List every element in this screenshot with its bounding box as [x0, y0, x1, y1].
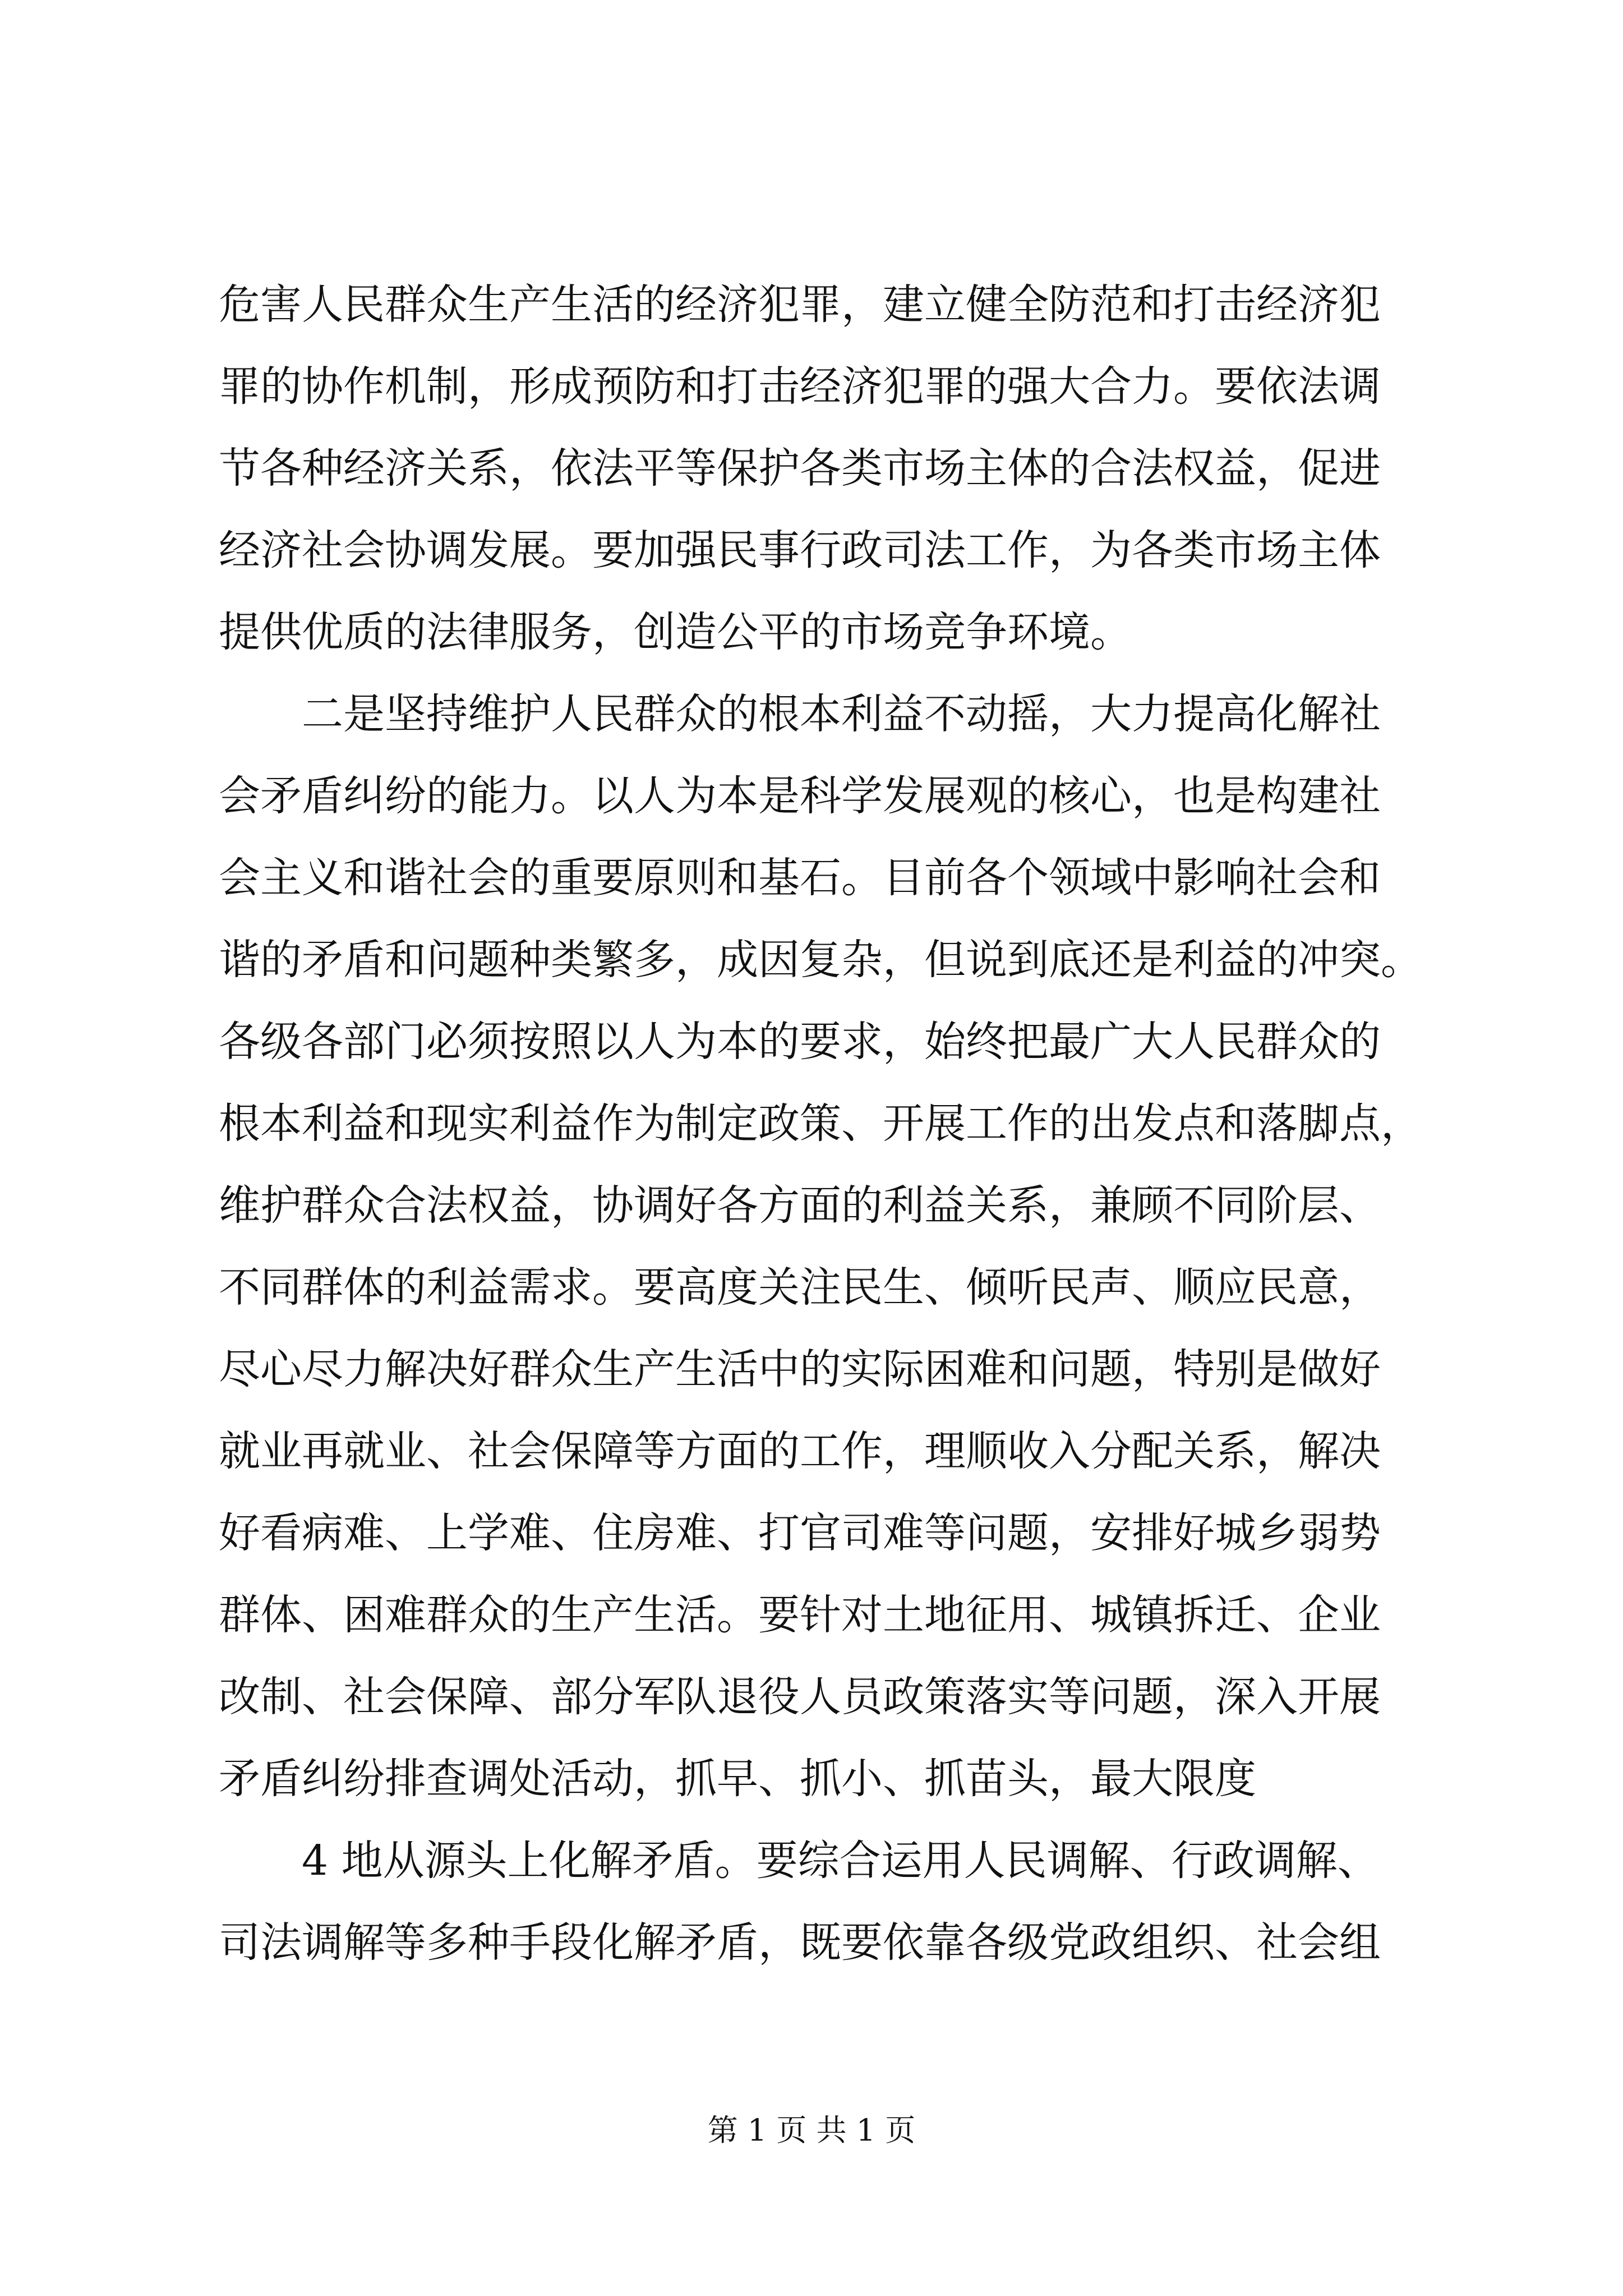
text-line: 尽心尽力解决好群众生产生活中的实际困难和问题，特别是做好: [219, 1345, 1381, 1393]
paragraph-start-line: 4 地从源头上化解矛盾。要综合运用人民调解、行政调解、: [302, 1837, 1379, 1885]
text-line: 矛盾纠纷排查调处活动，抓早、抓小、抓苗头，最大限度: [219, 1755, 1256, 1803]
text-line: 节各种经济关系，依法平等保护各类市场主体的合法权益，促进: [219, 444, 1381, 493]
text-line: 群体、困难群众的生产生活。要针对土地征用、城镇拆迁、企业: [219, 1591, 1381, 1639]
text-line: 维护群众合法权益，协调好各方面的利益关系，兼顾不同阶层、: [219, 1181, 1381, 1230]
text-line: 经济社会协调发展。要加强民事行政司法工作，为各类市场主体: [219, 526, 1381, 574]
text-line: 改制、社会保障、部分军队退役人员政策落实等问题，深入开展: [219, 1673, 1381, 1721]
text-line: 不同群体的利益需求。要高度关注民生、倾听民声、顺应民意，: [219, 1263, 1381, 1312]
text-line: 提供优质的法律服务，创造公平的市场竞争环境。: [219, 608, 1132, 656]
text-line: 罪的协作机制，形成预防和打击经济犯罪的强大合力。要依法调: [219, 362, 1381, 411]
text-line: 就业再就业、社会保障等方面的工作，理顺收入分配关系，解决: [219, 1427, 1381, 1475]
text-line: 各级各部门必须按照以人为本的要求，始终把最广大人民群众的: [219, 1018, 1381, 1066]
text-line: 司法调解等多种手段化解矛盾，既要依靠各级党政组织、社会组: [219, 1918, 1381, 1967]
paragraph-start-line: 二是坚持维护人民群众的根本利益不动摇，大力提高化解社: [302, 690, 1381, 738]
text-line: 会主义和谐社会的重要原则和基石。目前各个领域中影响社会和: [219, 854, 1381, 902]
body-text: [219, 264, 1422, 1984]
text-line: 会矛盾纠纷的能力。以人为本是科学发展观的核心，也是构建社: [219, 772, 1381, 820]
page-footer: 第 1 页 共 1 页: [707, 2113, 916, 2148]
text-line: 根本利益和现实利益作为制定政策、开展工作的出发点和落脚点，: [219, 1099, 1422, 1148]
text-line: 谐的矛盾和问题种类繁多，成因复杂，但说到底还是利益的冲突。: [219, 936, 1422, 984]
text-line: 危害人民群众生产生活的经济犯罪，建立健全防范和打击经济犯: [219, 280, 1381, 329]
text-line: 好看病难、上学难、住房难、打官司难等问题，安排好城乡弱势: [219, 1509, 1381, 1557]
